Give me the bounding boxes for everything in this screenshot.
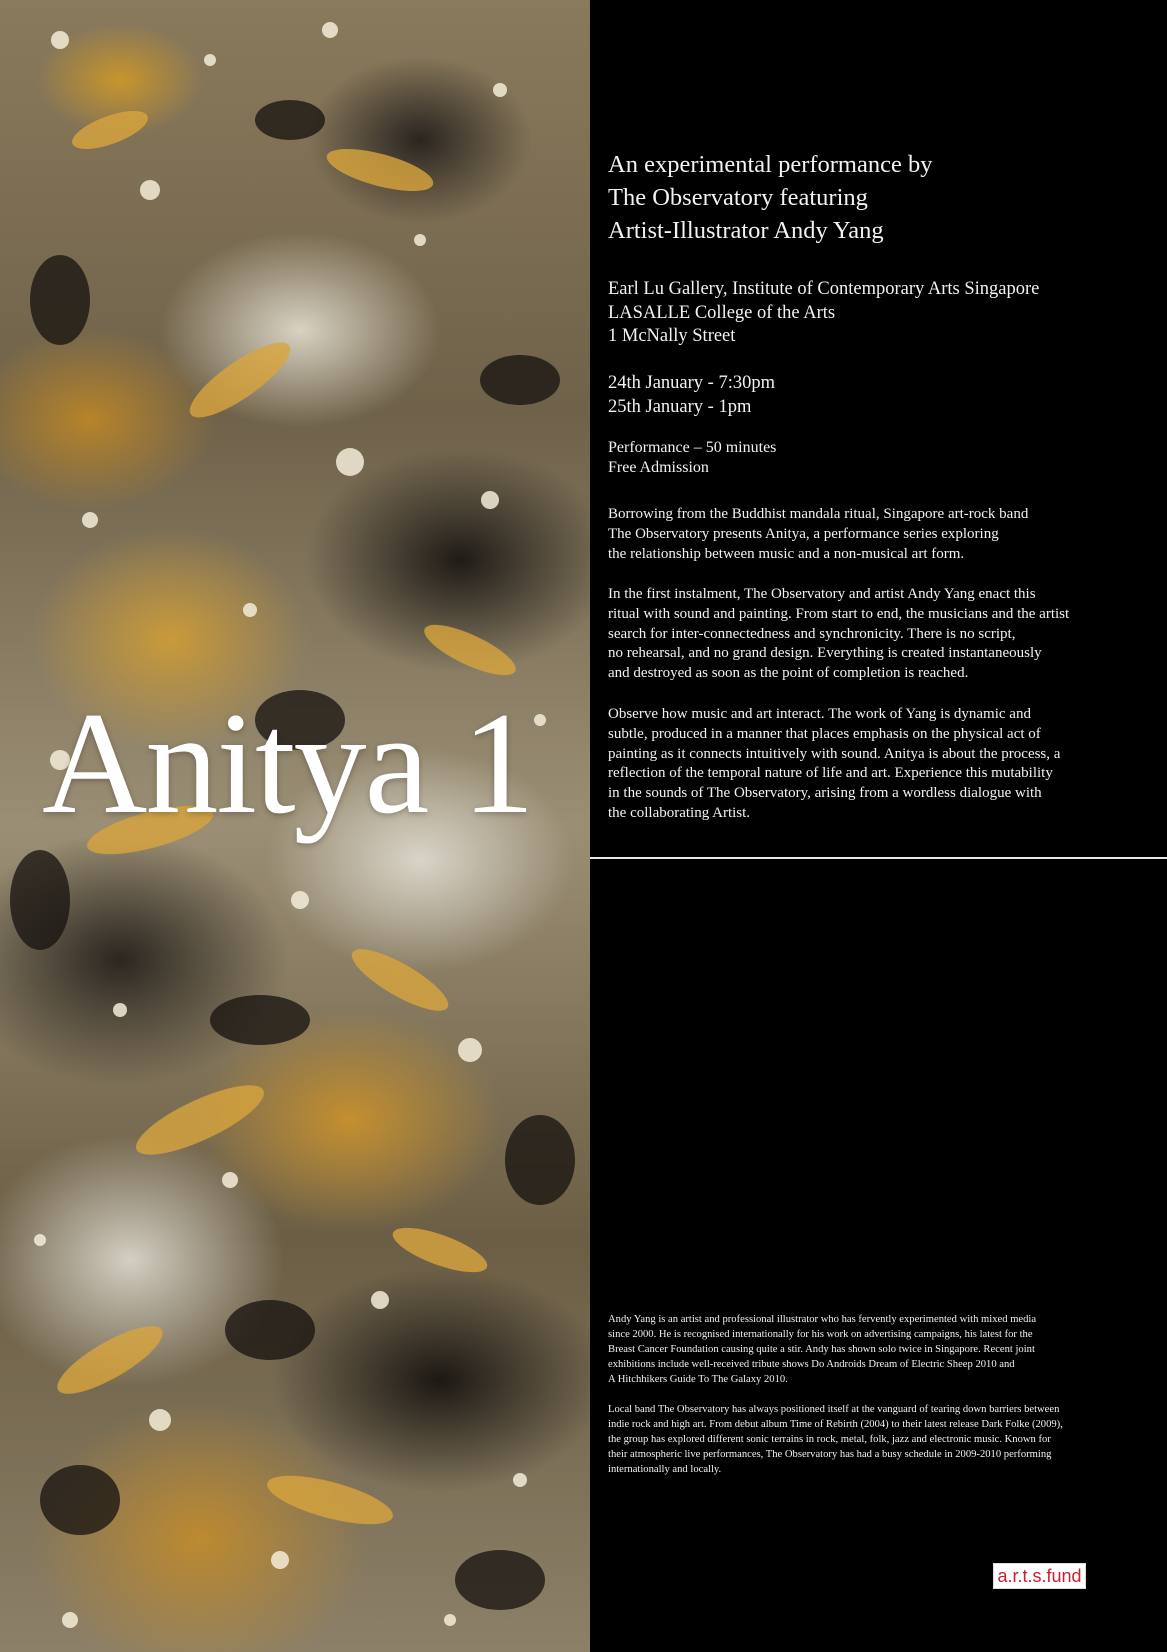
venue-text: Earl Lu Gallery, Institute of Contemporary Arts Singapore LASALLE College of the Arts 1 McNally Street — [608, 279, 1040, 346]
artist-bio: Andy Yang is an artist and professional illustrator who has fervently experimented with mixed media since 2000. He is recognised internationally for his work on advertising campaigns, his latest for the Breast Cancer Foundation causing quite a stir. Andy has shown solo twice in Singapore. Recent joint exhibitions include well-received tribute shows Do Androids Dream of Electric Sheep 2010 and A Hitchhikers Guide To The Galaxy 2010. — [608, 1314, 1037, 1385]
intro-heading: An experimental performance by The Observatory featuring Artist-Illustrator Andy Yang — [608, 151, 933, 244]
text-panel — [608, 0, 1163, 1652]
poster-title: Anitya 1 — [42, 682, 533, 844]
admission-info: Performance – 50 minutes Free Admission — [608, 439, 777, 476]
divider-line — [590, 857, 1167, 859]
dates-text: 24th January - 7:30pm 25th January - 1pm — [608, 373, 775, 417]
arts-fund-logo — [993, 1563, 1086, 1589]
arts-fund-logo-text: a.r.t.s.fund — [997, 1565, 1082, 1586]
description-paragraph-3: Observe how music and art interact. The work of Yang is dynamic and subtle, produced in a manner that places emphasis on the physical act of painting as it connects intuitively with sound. Anitya is about the process, a reflection of the temporal nature of life and art. Experience this mutability in the sounds of The Observatory, arising from a wordless dialogue with the collaborating Artist. — [608, 706, 1061, 821]
description-paragraph-1: Borrowing from the Buddhist mandala ritual, Singapore art-rock band The Observatory presents Anitya, a performance series exploring the relationship between music and a non-musical art form. — [608, 506, 1029, 562]
band-bio: Local band The Observatory has always positioned itself at the vanguard of tearing down barriers between indie rock and high art. From debut album Time of Rebirth (2004) to their latest release Dark Folke (2009), the group has explored different sonic terrains in rock, metal, folk, jazz and electronic music. Known for their atmospheric live performances, The Observatory has had a busy schedule in 2009-2010 performing internationally and locally. — [608, 1404, 1063, 1475]
description-paragraph-2: In the first instalment, The Observatory and artist Andy Yang enact this ritual with sound and painting. From start to end, the musicians and the artist search for inter-connectedness and synchronicity. There is no script, no rehearsal, and no grand design. Everything is created instantaneously and destroyed as soon as the point of completion is reached. — [608, 586, 1070, 682]
